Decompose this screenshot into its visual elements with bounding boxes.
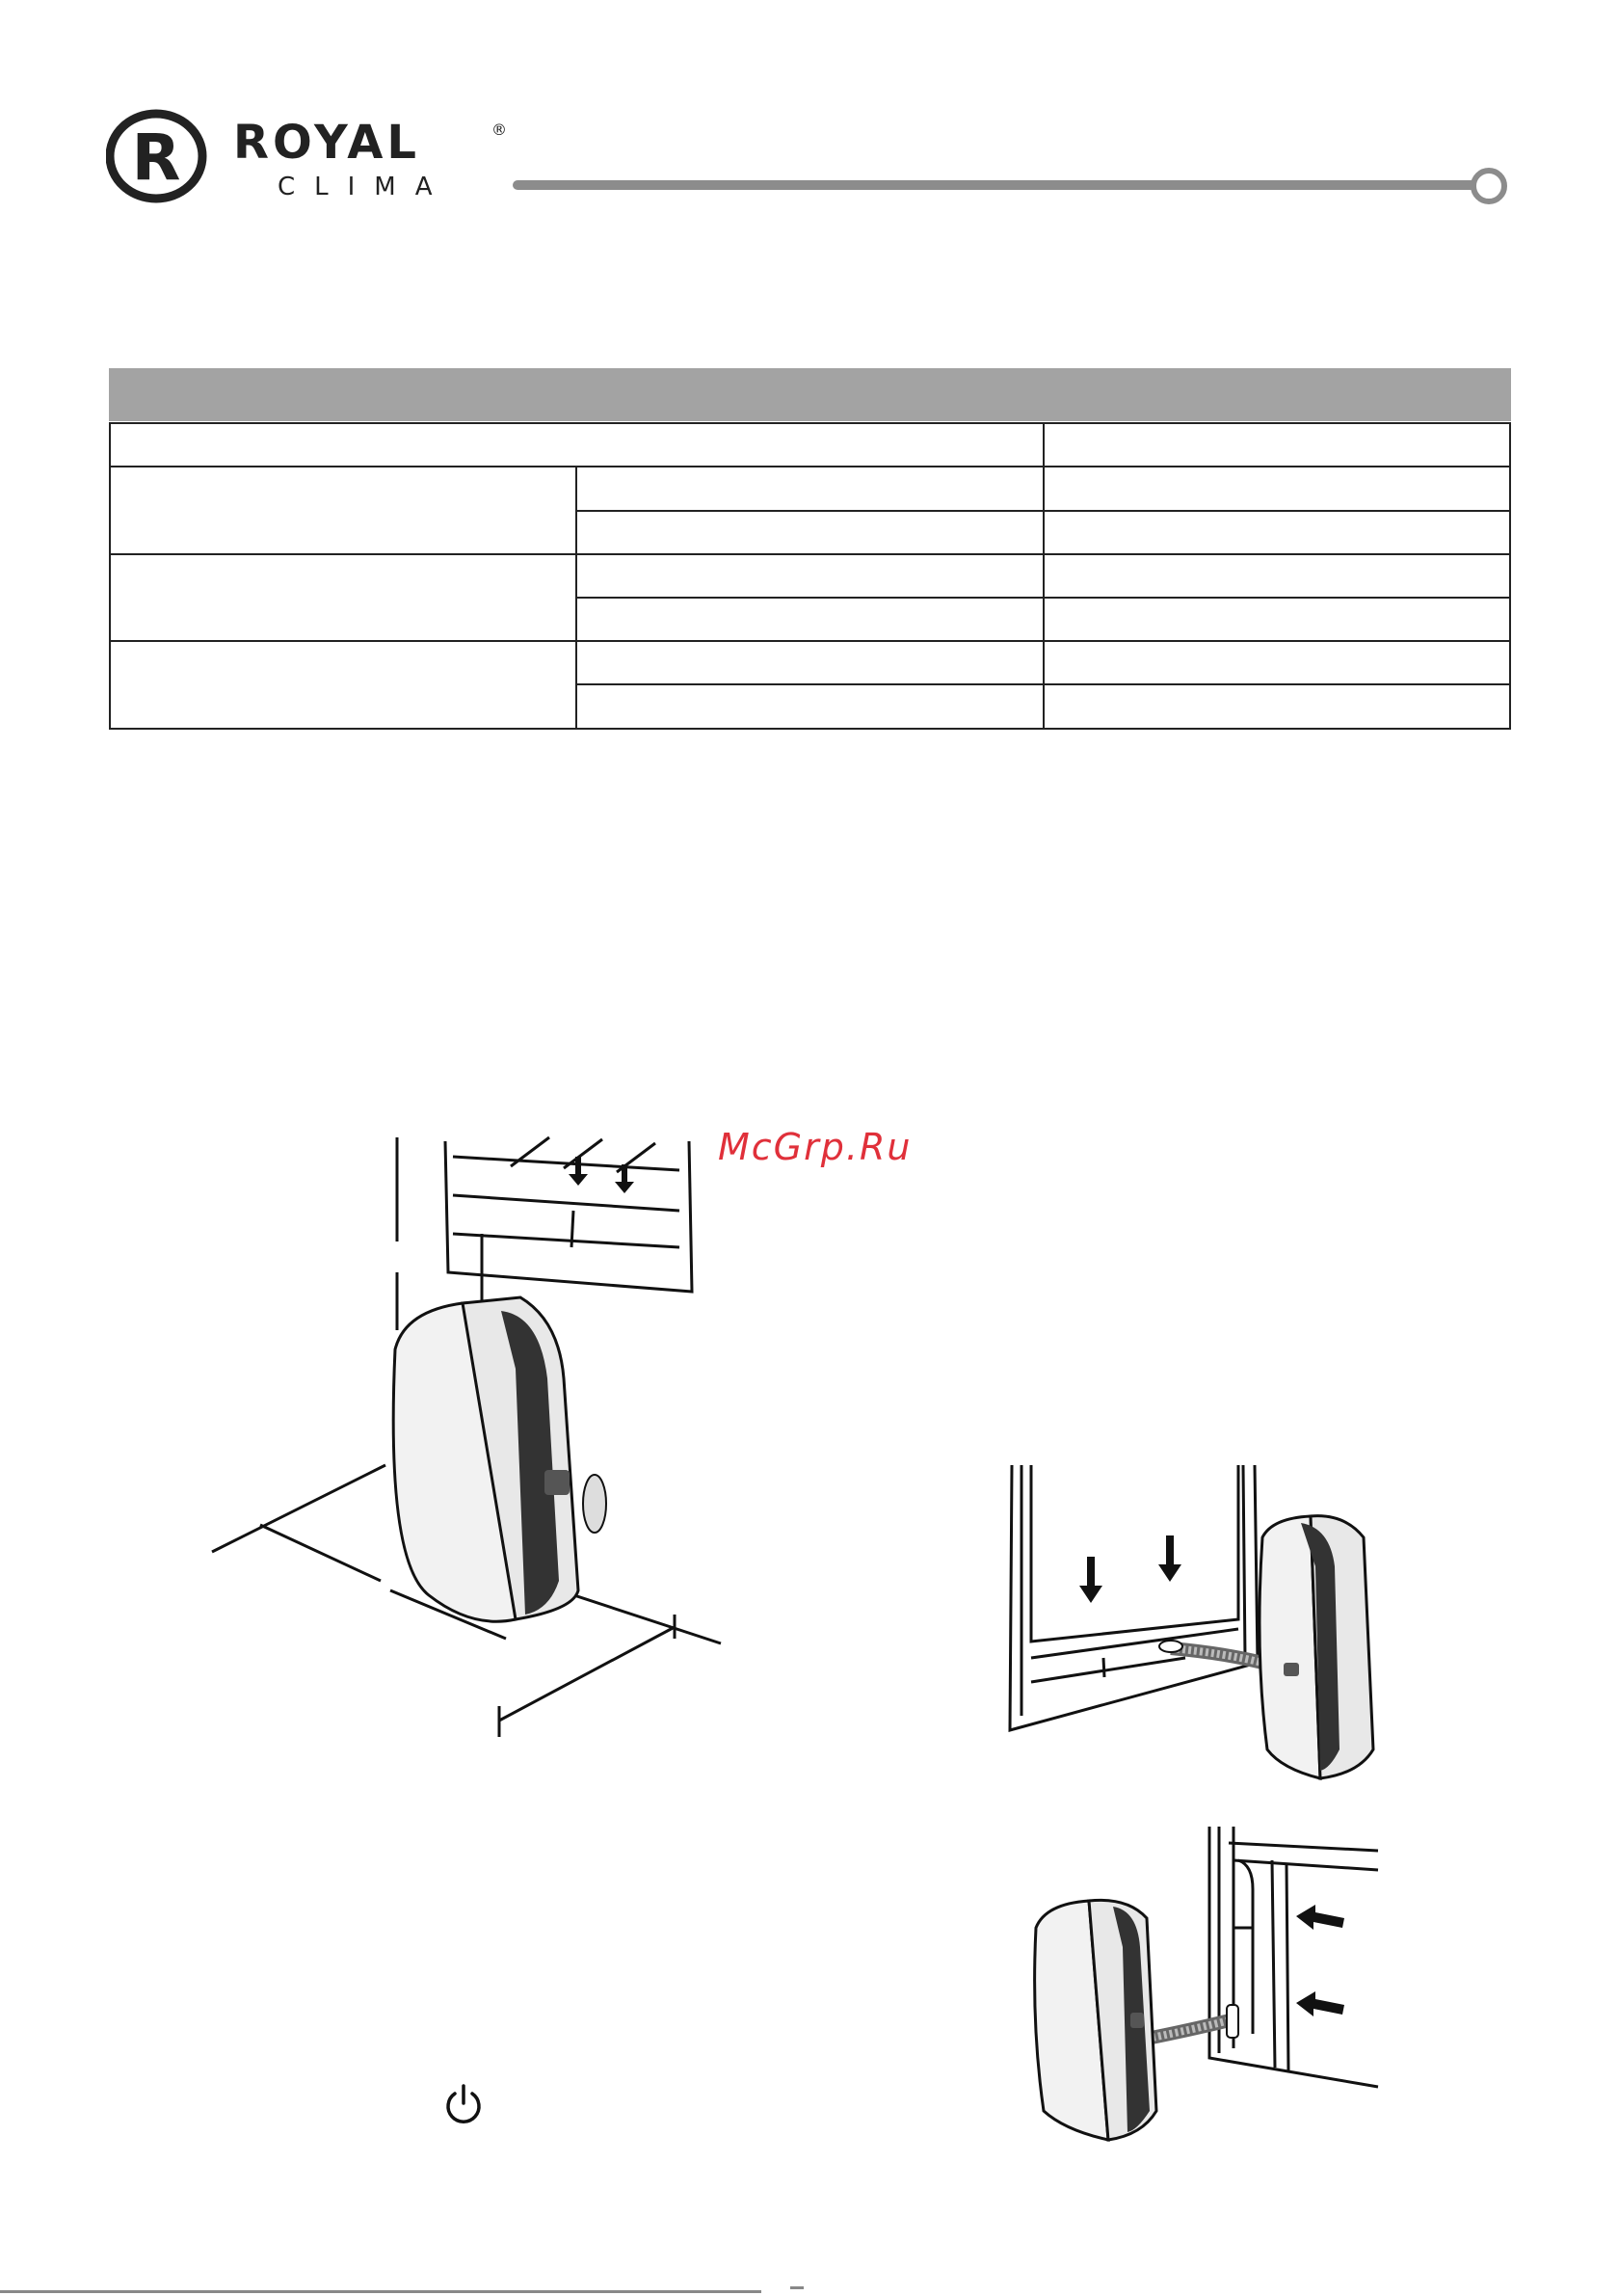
table-grid xyxy=(109,368,1511,730)
registered-mark: ® xyxy=(491,120,507,139)
window-install-vertical xyxy=(993,1460,1407,1783)
brand-sub: CLIMA xyxy=(278,173,452,201)
power-icon xyxy=(441,2082,486,2126)
header-rule-endpoint xyxy=(1471,168,1507,204)
window-install-horizontal xyxy=(1017,1822,1383,2149)
spec-table xyxy=(109,368,1511,730)
brand-name: ROYAL xyxy=(233,116,420,170)
royal-clima-logo xyxy=(106,106,511,207)
footer-mark xyxy=(790,2286,804,2289)
watermark: McGrp.Ru xyxy=(718,1126,913,1168)
header-rule xyxy=(513,180,1486,190)
footer-rule xyxy=(0,2290,761,2293)
logo-letter: R xyxy=(131,120,181,195)
clearance-illustration xyxy=(193,1128,771,1745)
